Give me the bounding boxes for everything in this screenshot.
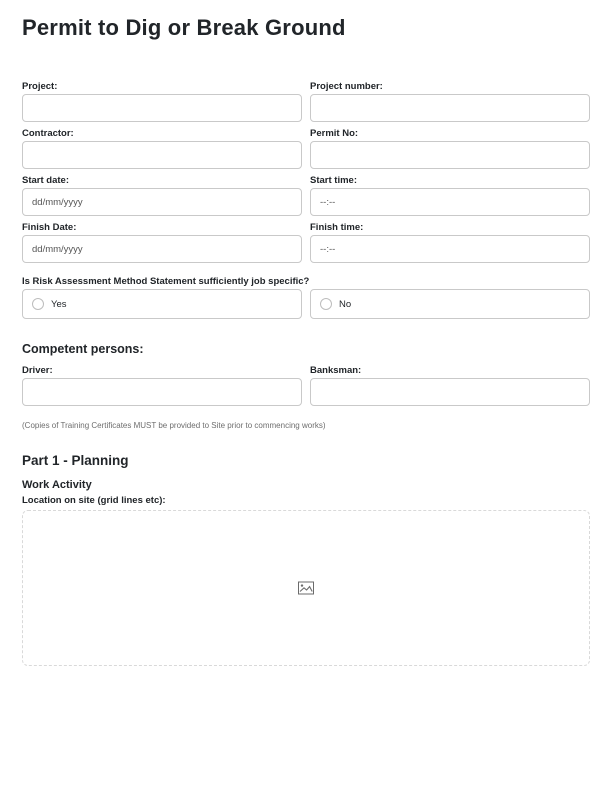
field-start-date <box>22 176 302 216</box>
finish-time-input[interactable] <box>310 235 590 263</box>
start-date-input[interactable] <box>22 188 302 216</box>
contractor-label: Contractor: <box>22 128 74 139</box>
training-certificates-note: (Copies of Training Certificates MUST be provided to Site prior to commencing works) <box>22 421 326 430</box>
driver-input[interactable] <box>22 378 302 406</box>
form-grid <box>22 82 590 319</box>
location-on-site-label: Location on site (grid lines etc): <box>22 495 166 506</box>
contractor-input[interactable] <box>22 141 302 169</box>
location-image-dropzone[interactable] <box>22 510 590 666</box>
project-label: Project: <box>22 81 58 92</box>
field-finish-date <box>22 223 302 263</box>
permit-no-input[interactable] <box>310 141 590 169</box>
field-project <box>22 82 302 122</box>
field-driver <box>22 366 302 406</box>
field-permit-no <box>310 129 590 169</box>
risk-option-yes-label: Yes <box>51 298 67 310</box>
project-input[interactable] <box>22 94 302 122</box>
page-title: Permit to Dig or Break Ground <box>22 15 346 40</box>
start-time-input[interactable] <box>310 188 590 216</box>
risk-option-no-label: No <box>339 298 352 310</box>
field-project-number <box>310 82 590 122</box>
start-time-label: Start time: <box>310 175 357 186</box>
driver-label: Driver: <box>22 365 53 376</box>
field-finish-time <box>310 223 590 263</box>
finish-date-input[interactable] <box>22 235 302 263</box>
start-date-label: Start date: <box>22 175 69 186</box>
competent-persons-heading: Competent persons: <box>22 342 144 356</box>
project-number-input[interactable] <box>310 94 590 122</box>
radio-yes-icon[interactable] <box>32 298 44 310</box>
finish-time-label: Finish time: <box>310 222 364 233</box>
image-placeholder-icon <box>298 581 314 595</box>
project-number-label: Project number: <box>310 81 383 92</box>
permit-no-label: Permit No: <box>310 128 359 139</box>
banksman-label: Banksman: <box>310 365 362 376</box>
field-banksman <box>310 366 590 406</box>
risk-question-label: Is Risk Assessment Method Statement sufficiently job specific? <box>22 276 310 287</box>
radio-no-icon[interactable] <box>320 298 332 310</box>
risk-option-yes[interactable] <box>22 289 302 319</box>
risk-option-no[interactable] <box>310 289 590 319</box>
part1-heading: Part 1 - Planning <box>22 453 129 468</box>
field-contractor <box>22 129 302 169</box>
work-activity-heading: Work Activity <box>22 479 92 491</box>
banksman-input[interactable] <box>310 378 590 406</box>
field-start-time <box>310 176 590 216</box>
competent-persons-grid <box>22 366 590 413</box>
finish-date-label: Finish Date: <box>22 222 77 233</box>
